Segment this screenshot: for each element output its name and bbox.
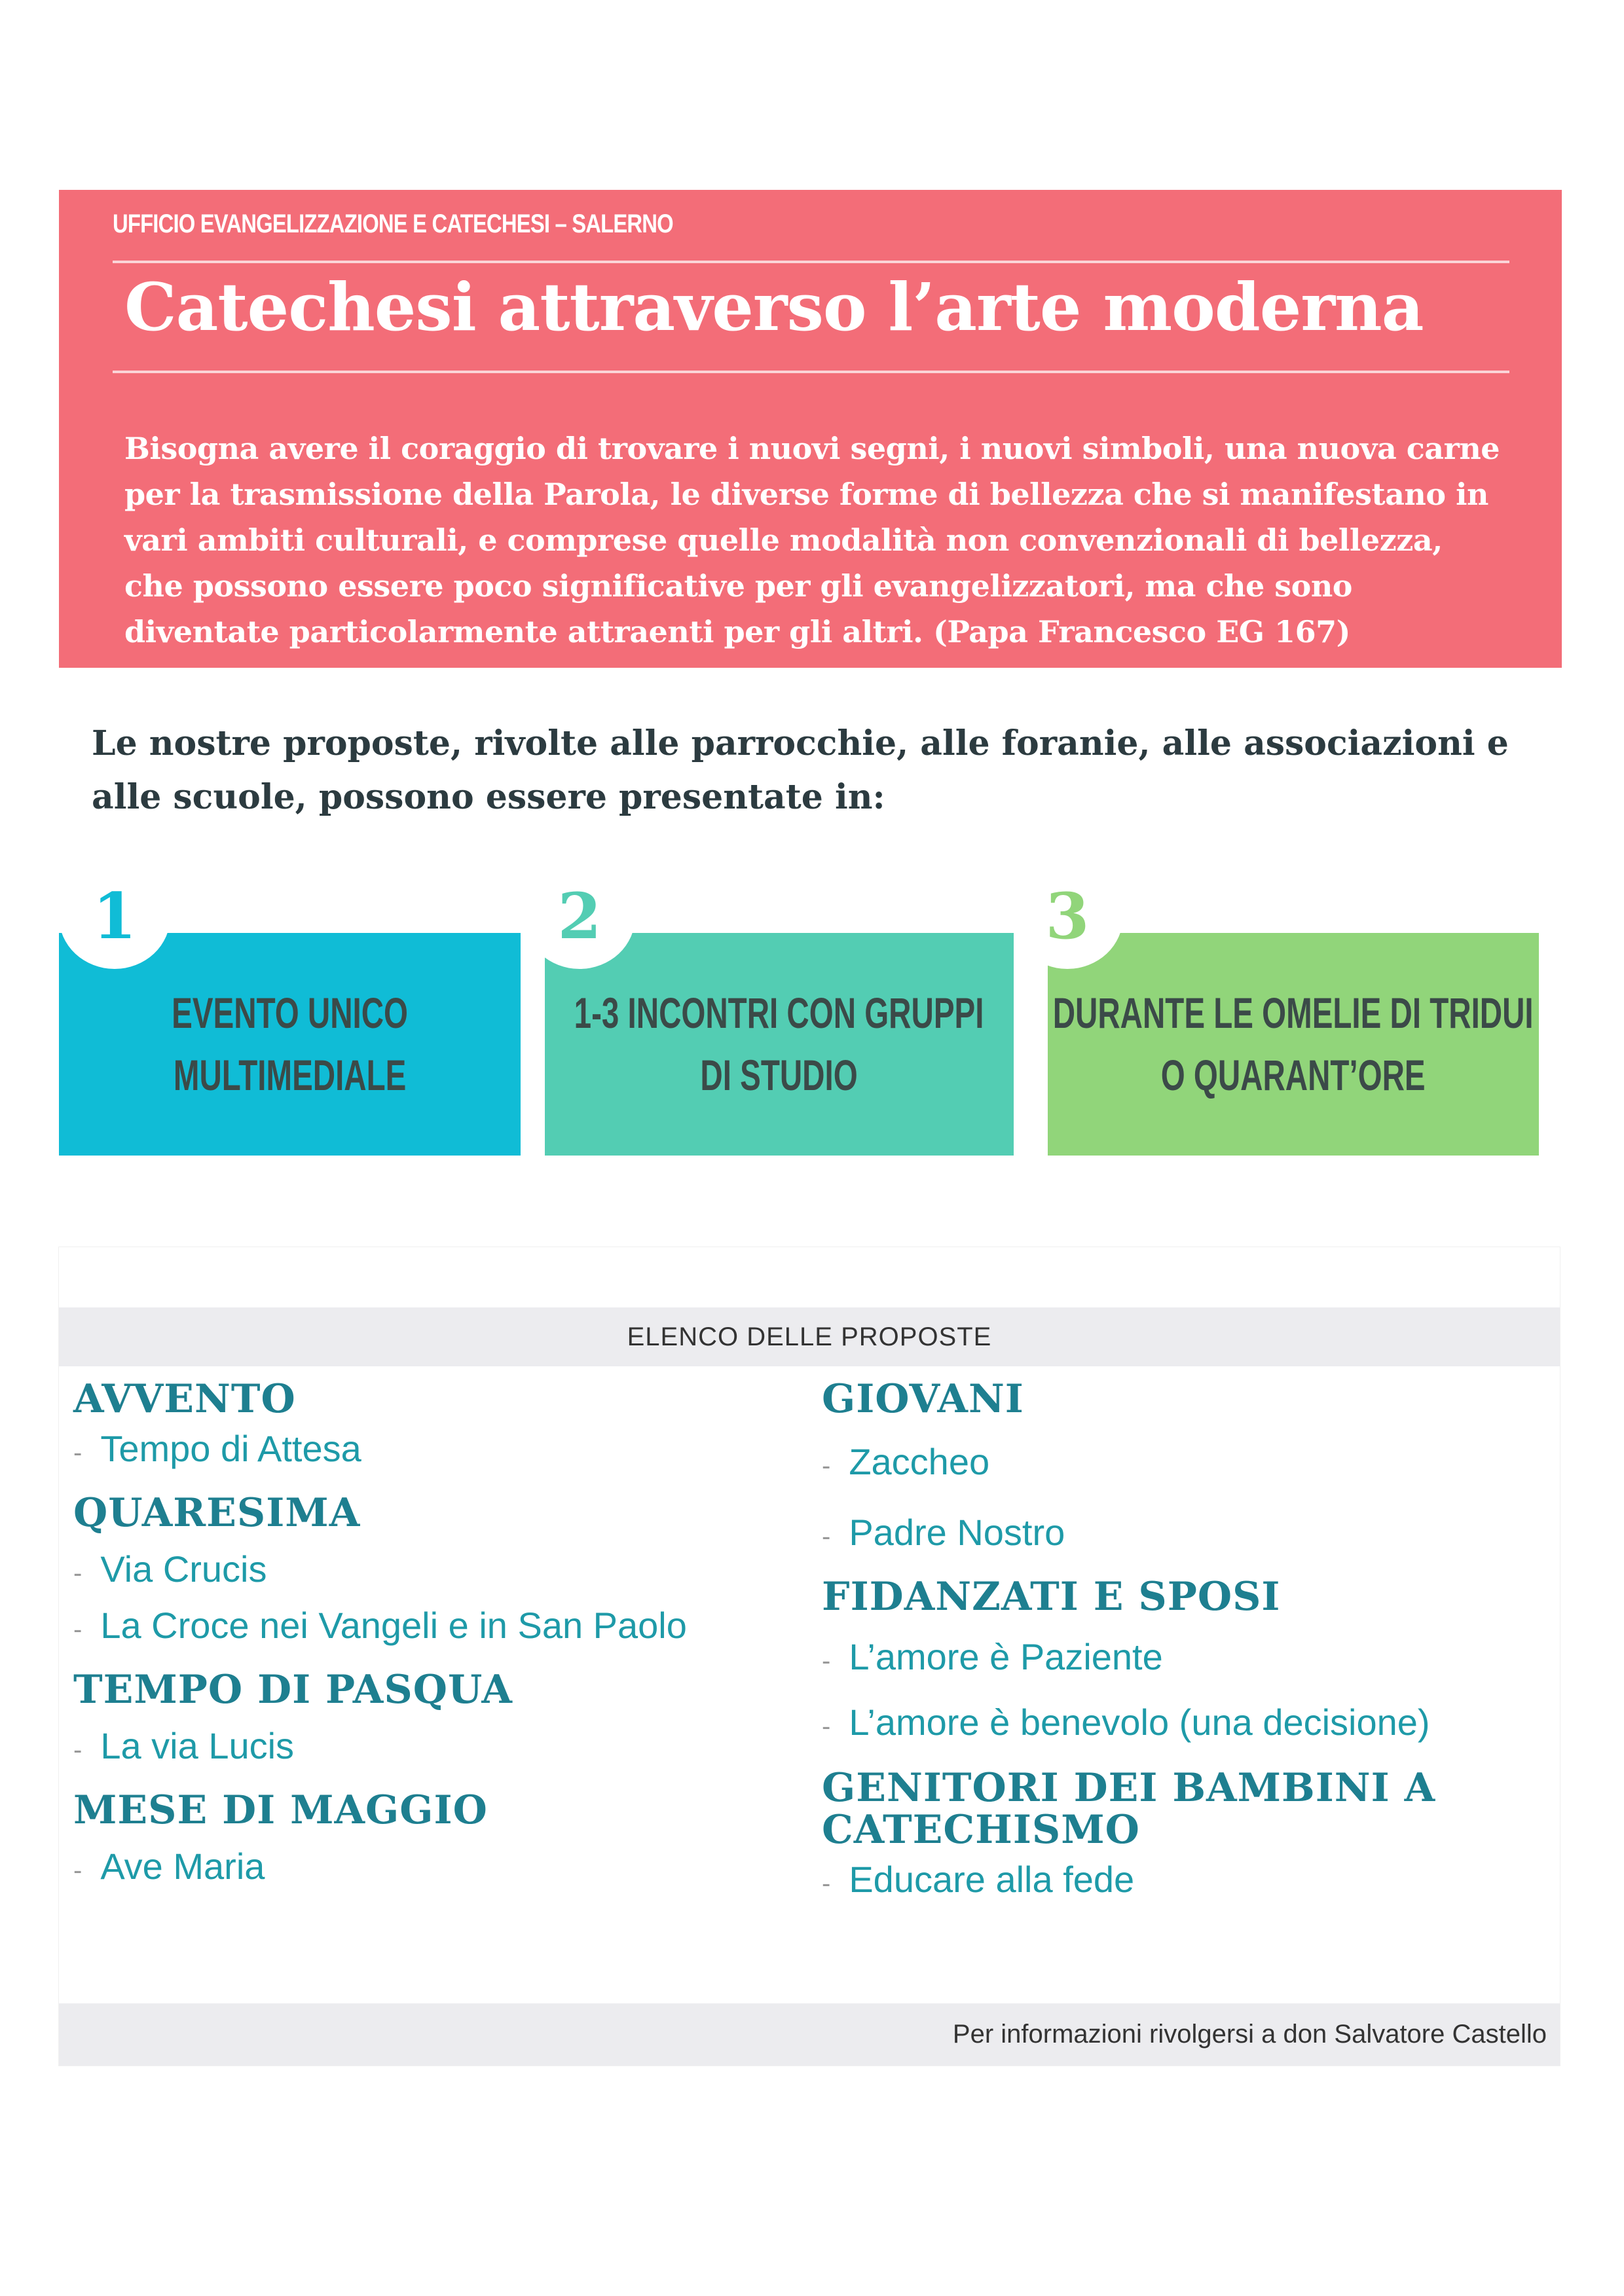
- category-heading: QUARESIMA: [73, 1490, 361, 1536]
- bullet-dash: -: [73, 1615, 83, 1644]
- list-item-text: Zaccheo: [849, 1441, 990, 1482]
- option-box-2: [545, 933, 1014, 1156]
- option-line: DURANTE LE OMELIE DI TRIDUI: [1053, 989, 1534, 1037]
- bullet-dash: -: [822, 1451, 831, 1480]
- category-heading: MESE DI MAGGIO: [73, 1787, 488, 1833]
- list-item: [73, 1543, 807, 1599]
- option-label: [172, 982, 408, 1106]
- option-box-3: [1048, 933, 1539, 1156]
- list-item-text: Educare alla fede: [849, 1859, 1135, 1900]
- intro-text: Le nostre proposte, rivolte alle parrocchie, alle foranie, alle associazioni e alle scuole, possono essere presentate in:: [92, 723, 1509, 817]
- bullet-dash: -: [822, 1647, 831, 1675]
- proposals-column-right: [822, 1378, 1549, 1910]
- list-item-text: Padre Nostro: [849, 1512, 1065, 1553]
- contact-footer: [59, 2003, 1560, 2066]
- option-line: 1-3 INCONTRI CON GRUPPI: [574, 989, 984, 1037]
- list-item-text: La Croce nei Vangeli e in San Paolo: [100, 1605, 687, 1646]
- bullet-dash: -: [73, 1736, 83, 1764]
- option-label: [574, 982, 984, 1106]
- header-divider-top: [113, 261, 1509, 263]
- list-item-text: Tempo di Attesa: [100, 1428, 361, 1469]
- bullet-dash: -: [822, 1522, 831, 1551]
- category-heading: AVVENTO: [73, 1376, 296, 1422]
- list-item: [822, 1631, 1549, 1687]
- contact-info: Per informazioni rivolgersi a don Salvatore Castello: [952, 2020, 1547, 2049]
- list-item: [73, 1599, 807, 1656]
- list-item-text: L’amore è Paziente: [849, 1636, 1163, 1677]
- option-number-badge-1: 1: [59, 864, 170, 969]
- list-item-text: Via Crucis: [100, 1548, 267, 1590]
- category-heading: GENITORI DEI BAMBINI A CATECHISMO: [822, 1765, 1436, 1853]
- organization-name: UFFICIO EVANGELIZZAZIONE E CATECHESI – SALERNO: [113, 210, 673, 238]
- list-item: [73, 1720, 807, 1776]
- list-item: [822, 1696, 1549, 1753]
- option-label: [1053, 982, 1534, 1106]
- list-item: [822, 1436, 1549, 1492]
- bullet-dash: -: [73, 1559, 83, 1588]
- page-title: Catechesi attraverso l’arte moderna: [124, 268, 1424, 346]
- list-item: [822, 1853, 1549, 1910]
- proposals-column-left: [73, 1378, 807, 1897]
- option-line: O QUARANT’ORE: [1161, 1051, 1426, 1099]
- list-item-text: La via Lucis: [100, 1725, 295, 1766]
- list-item-text: L’amore è benevolo (una decisione): [849, 1702, 1430, 1743]
- bullet-dash: -: [73, 1856, 83, 1885]
- option-line: DI STUDIO: [700, 1051, 858, 1099]
- pope-quote: Bisogna avere il coraggio di trovare i nuovi segni, i nuovi simboli, una nuova carne per la trasmissione della Parola, le diverse forme di bellezza che si manifestano in vari ambiti culturali, e comprese quelle modalità non convenzionali di bellezza, che possono essere poco significative per gli evangelizzatori, ma che sono diventate particolarmente attraenti per gli altri. (Papa Francesco EG 167): [124, 431, 1500, 649]
- category-heading: TEMPO DI PASQUA: [73, 1667, 513, 1713]
- proposals-panel: [59, 1247, 1560, 2066]
- header-divider-bottom: [113, 371, 1509, 373]
- category-heading: FIDANZATI E SPOSI: [822, 1574, 1281, 1620]
- list-item-text: Ave Maria: [100, 1846, 265, 1887]
- list-item: [73, 1423, 807, 1479]
- bullet-dash: -: [822, 1712, 831, 1741]
- list-item: [822, 1506, 1549, 1563]
- header-banner: [59, 190, 1562, 668]
- proposals-heading: ELENCO DELLE PROPOSTE: [59, 1307, 1560, 1366]
- option-number-badge-3: 3: [1012, 864, 1123, 969]
- bullet-dash: -: [73, 1438, 83, 1467]
- category-heading: GIOVANI: [822, 1376, 1024, 1422]
- option-number-badge-2: 2: [524, 864, 635, 969]
- option-line: MULTIMEDIALE: [173, 1051, 407, 1099]
- bullet-dash: -: [822, 1869, 831, 1898]
- list-item: [73, 1840, 807, 1897]
- option-line: EVENTO UNICO: [172, 989, 408, 1037]
